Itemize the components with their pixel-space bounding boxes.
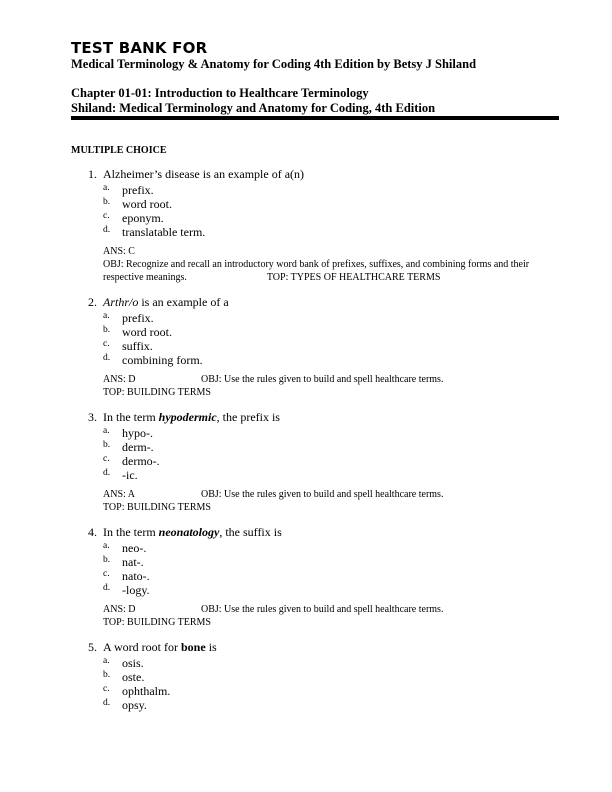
header-divider xyxy=(71,116,559,120)
answer-option: d. combining form. xyxy=(103,353,203,367)
topic: TOP: BUILDING TERMS xyxy=(103,617,211,628)
answer-option: d. -ic. xyxy=(103,468,138,482)
answer-option: c. dermo-. xyxy=(103,454,160,468)
question-number: 2. xyxy=(88,295,97,309)
question-stem: A word root for bone is xyxy=(103,640,217,654)
answer-option: c. suffix. xyxy=(103,339,153,353)
question-stem: Arthr/o is an example of a xyxy=(103,295,229,309)
answer-key: ANS: C xyxy=(103,246,135,257)
answer-option: c. eponym. xyxy=(103,211,164,225)
objective-and-topic: OBJ: Recognize and recall an introductory word bank of prefixes, suffixes, and combining forms and their respective meanings. TOP: TYPES OF HEALTHCARE TERMS xyxy=(103,259,530,283)
answer-option: d. -logy. xyxy=(103,583,150,597)
question-stem: In the term hypodermic, the prefix is xyxy=(103,410,280,424)
question-stem: In the term neonatology, the suffix is xyxy=(103,525,282,539)
answer-and-objective: ANS: D OBJ: Use the rules given to build and spell healthcare terms. xyxy=(103,374,444,385)
answer-option: c. nato-. xyxy=(103,569,150,583)
answer-option: b. oste. xyxy=(103,670,145,684)
topic: TOP: BUILDING TERMS xyxy=(103,502,211,513)
answer-option: b. derm-. xyxy=(103,440,154,454)
answer-option: b. nat-. xyxy=(103,555,144,569)
answer-option: a. neo-. xyxy=(103,541,147,555)
section-heading: MULTIPLE CHOICE xyxy=(71,145,167,156)
question-number: 3. xyxy=(88,410,97,424)
answer-option: b. word root. xyxy=(103,197,172,211)
question-number: 1. xyxy=(88,167,97,181)
answer-and-objective: ANS: D OBJ: Use the rules given to build and spell healthcare terms. xyxy=(103,604,444,615)
answer-option: a. osis. xyxy=(103,656,144,670)
answer-option: a. prefix. xyxy=(103,183,154,197)
topic: TOP: BUILDING TERMS xyxy=(103,387,211,398)
question-number: 4. xyxy=(88,525,97,539)
answer-option: d. translatable term. xyxy=(103,225,206,239)
answer-option: a. hypo-. xyxy=(103,426,153,440)
chapter-subtitle: Shiland: Medical Terminology and Anatomy for Coding, 4th Edition xyxy=(71,101,436,115)
answer-option: a. prefix. xyxy=(103,311,154,325)
chapter-title: Chapter 01-01: Introduction to Healthcare Terminology xyxy=(71,86,369,100)
book-title: Medical Terminology & Anatomy for Coding 4th Edition by Betsy J Shiland xyxy=(71,57,477,71)
test-bank-heading: TEST BANK FOR xyxy=(71,39,208,57)
answer-option: d. opsy. xyxy=(103,698,147,712)
answer-and-objective: ANS: A OBJ: Use the rules given to build and spell healthcare terms. xyxy=(103,489,444,500)
answer-option: b. word root. xyxy=(103,325,172,339)
answer-option: c. ophthalm. xyxy=(103,684,171,698)
question-number: 5. xyxy=(88,640,97,654)
question-stem: Alzheimer’s disease is an example of a(n) xyxy=(103,167,305,181)
